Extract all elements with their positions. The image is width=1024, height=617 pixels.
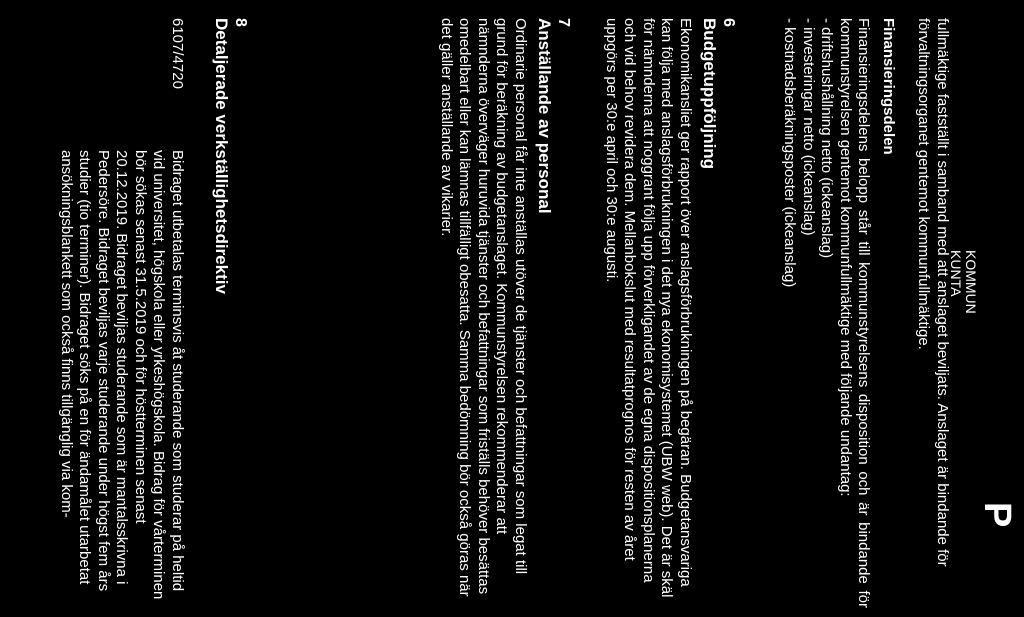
- list-item: - kostnadsberäkningsposter (ickeanslag): [781, 18, 799, 288]
- last-paragraph-text: Bidraget utbetalas terminsvis åt studerande som studerar på heltid vid universitet, högskola eller yrkeshögskola. Bidrag för vårterminen bör sökas senast 31.5.2019 och för höstterminen senast 20.12.2019. Bidraget beviljas studerande som är mantalsskrivna i Pedersöre. Bidraget beviljas varje studerande under högst fem års studier (tio terminer). Bidraget söks på en för ändamålet utarbetat ansökningsblankett som också finns tillgänglig via kom-: [58, 150, 186, 600]
- org-name: [948, 250, 978, 314]
- logo-letter: P: [976, 502, 1018, 528]
- finansiering-title: Finansieringsdelen: [880, 18, 897, 155]
- finansiering-list: [780, 18, 836, 608]
- section-6-text: Ekonomikansliet ger rapport över anslagsförbrukningen på begäran. Budgetansvariga kan följa med anslagsförbrukningen i det nya ekonomisystemet (UBW web). Det är skäl för nämnderna att noggrant följa upp förverkligandet av de egna dispositionsplanerna och vid behov revidera dem. Mellanbokslut med resultatprognos för resten av året uppgörs per 30:e april och 30:e augusti.: [603, 18, 694, 598]
- intro-text: fullmäktige fastställt i samband med att anslaget beviljats. Anslaget är bindande för förvaltningsorganet gentemot kommunfullmäktige.: [915, 18, 951, 567]
- account-code: 6107/4720: [169, 18, 186, 89]
- section-7: [437, 18, 573, 608]
- intro-paragraph: [914, 18, 951, 608]
- last-paragraph: [57, 150, 187, 600]
- section-7-text: Ordinarie personal får inte anställas utöver de tjänster och befattningar som legat till grund för beräkning av budgetanslaget. Kommunstyrelsen rekommenderar att nämnderna överväger huruvida tjänster och befattningar som friställs behöver besättas omedelbart eller kan lämnas tillfälligt obesatta. Samma bedömning bör också göras när det gäller anställande av vikarier.: [438, 18, 529, 597]
- section-7-number: 7: [555, 18, 572, 27]
- section-6-number: 6: [720, 18, 737, 27]
- finansiering-text: Finansieringsdelens belopp står till kommunstyrelsens disposition och är bindande för kommunstyrelsen gentemot kommunfullmäktige med följande undantag:: [837, 18, 873, 608]
- list-item: - driftshushållning netto (ickeanslag): [818, 18, 836, 259]
- section-8: [212, 18, 249, 608]
- section-7-title: Anställande av personal: [535, 18, 555, 214]
- section-8-number: 8: [232, 18, 249, 27]
- list-item: - investeringar netto (ickeanslag): [800, 18, 817, 236]
- section-8-title: Detaljerade verkställighetsdirektiv: [212, 18, 232, 294]
- section-6-title: Budgetuppföljning: [700, 18, 720, 170]
- org-name-line2: KUNTA: [948, 250, 964, 297]
- org-name-line1: KOMMUN: [963, 250, 979, 314]
- section-6: [602, 18, 738, 608]
- finansiering-block: [780, 18, 897, 608]
